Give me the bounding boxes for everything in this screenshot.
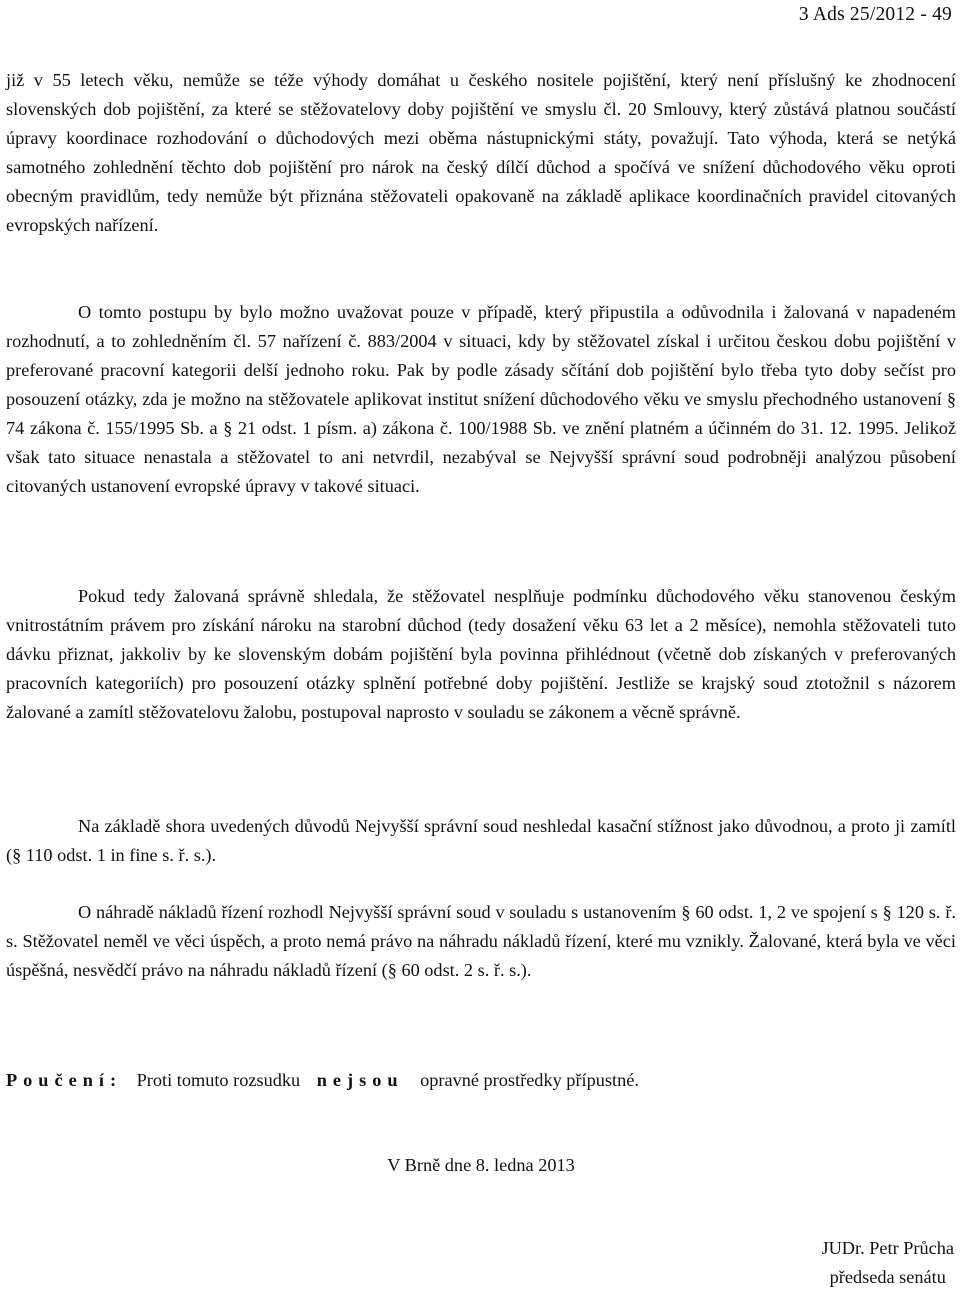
- paragraph-costs: O náhradě nákladů řízení rozhodl Nejvyšší správní soud v souladu s ustanovením § 60 odst. 1, 2 ve spojení s § 120 s. ř. s. Stěžovatel neměl ve věci úspěch, a proto nemá právo na náhradu nákladů řízení, které mu vznikly. Žalované, která byla ve věci úspěšná, nesvědčí právo na náhradu nákladů řízení (§ 60 odst. 2 s. ř. s.).: [6, 902, 956, 980]
- instruction-text-before: Proti tomuto rozsudku: [136, 1070, 301, 1090]
- signature-block: [821, 1234, 954, 1292]
- signature-name: JUDr. Petr Průcha: [821, 1238, 954, 1258]
- signature-role: předseda senátu: [829, 1267, 946, 1287]
- paragraph-continuation: již v 55 letech věku, nemůže se téže výhody domáhat u českého nositele pojištění, který není příslušný ke zhodnocení slovenských dob pojištění, za které se stěžovatelovy doby pojištění ve smyslu čl. 20 Smlouvy, který zůstává platnou součástí úpravy koordinace rozhodování o důchodových mezi oběma nástupnickými státy, považují. Tato výhoda, která se netýká samotného zohlednění těchto dob pojištění pro nárok na český dílčí důchod a spočívá ve snížení důchodového věku oproti obecným pravidlům, tedy nemůže být přiznána stěžovateli opakovaně na základě aplikace koordinačních pravidel citovaných evropských nařízení.: [6, 70, 956, 235]
- paragraph-article-57: O tomto postupu by bylo možno uvažovat pouze v případě, který připustila a odůvodnila i žalovaná v napadeném rozhodnutí, a to zohledněním čl. 57 nařízení č. 883/2004 v situaci, kdy by stěžovatel získal i určitou českou dobu pojištění v preferované pracovní kategorii delší jednoho roku. Pak by podle zásady sčítání dob pojištění bylo třeba tyto doby sečíst pro posouzení otázky, zda je možno na stěžovatele aplikovat institut snížení důchodového věku ve smyslu přechodného ustanovení § 74 zákona č. 155/1995 Sb. a § 21 odst. 1 písm. a) zákona č. 100/1988 Sb. ve znění platném a účinném do 31. 12. 1995. Jelikož však tato situace nenastala a stěžovatel to ani netvrdil, nezabýval se Nejvyšší správní soud podrobněji analýzou působení citovaných ustanovení evropské úpravy v takové situaci.: [6, 302, 956, 496]
- paragraph-dismissal: Na základě shora uvedených důvodů Nejvyšší správní soud neshledal kasační stížnost jako důvodnou, a proto ji zamítl (§ 110 odst. 1 in fine s. ř. s.).: [6, 816, 956, 865]
- case-reference: 3 Ads 25/2012 - 49: [798, 4, 952, 25]
- instruction-emphasis: nejsou: [316, 1070, 404, 1090]
- instruction-label: Poučení:: [6, 1070, 123, 1090]
- date-line: V Brně dne 8. ledna 2013: [387, 1155, 575, 1175]
- paragraph-conclusion-age: Pokud tedy žalovaná správně shledala, že stěžovatel nesplňuje podmínku důchodového věku stanovenou českým vnitrostátním právem pro získání nároku na starobní důchod (tedy dosažení věku 63 let a 2 měsíce), nemohla stěžovateli tuto dávku přiznat, jakkoliv by ke slovenským dobám pojištění byla povinna přihlédnout (včetně dob získaných v preferovaných pracovních kategoriích) pro posouzení otázky splnění potřebné doby pojištění. Jestliže se krajský soud ztotožnil s názorem žalované a zamítl stěžovatelovu žalobu, postupoval naprosto v souladu se zákonem a věcně správně.: [6, 586, 956, 722]
- instruction-text-after: opravné prostředky přípustné.: [420, 1070, 639, 1090]
- legal-instruction: [6, 1066, 639, 1095]
